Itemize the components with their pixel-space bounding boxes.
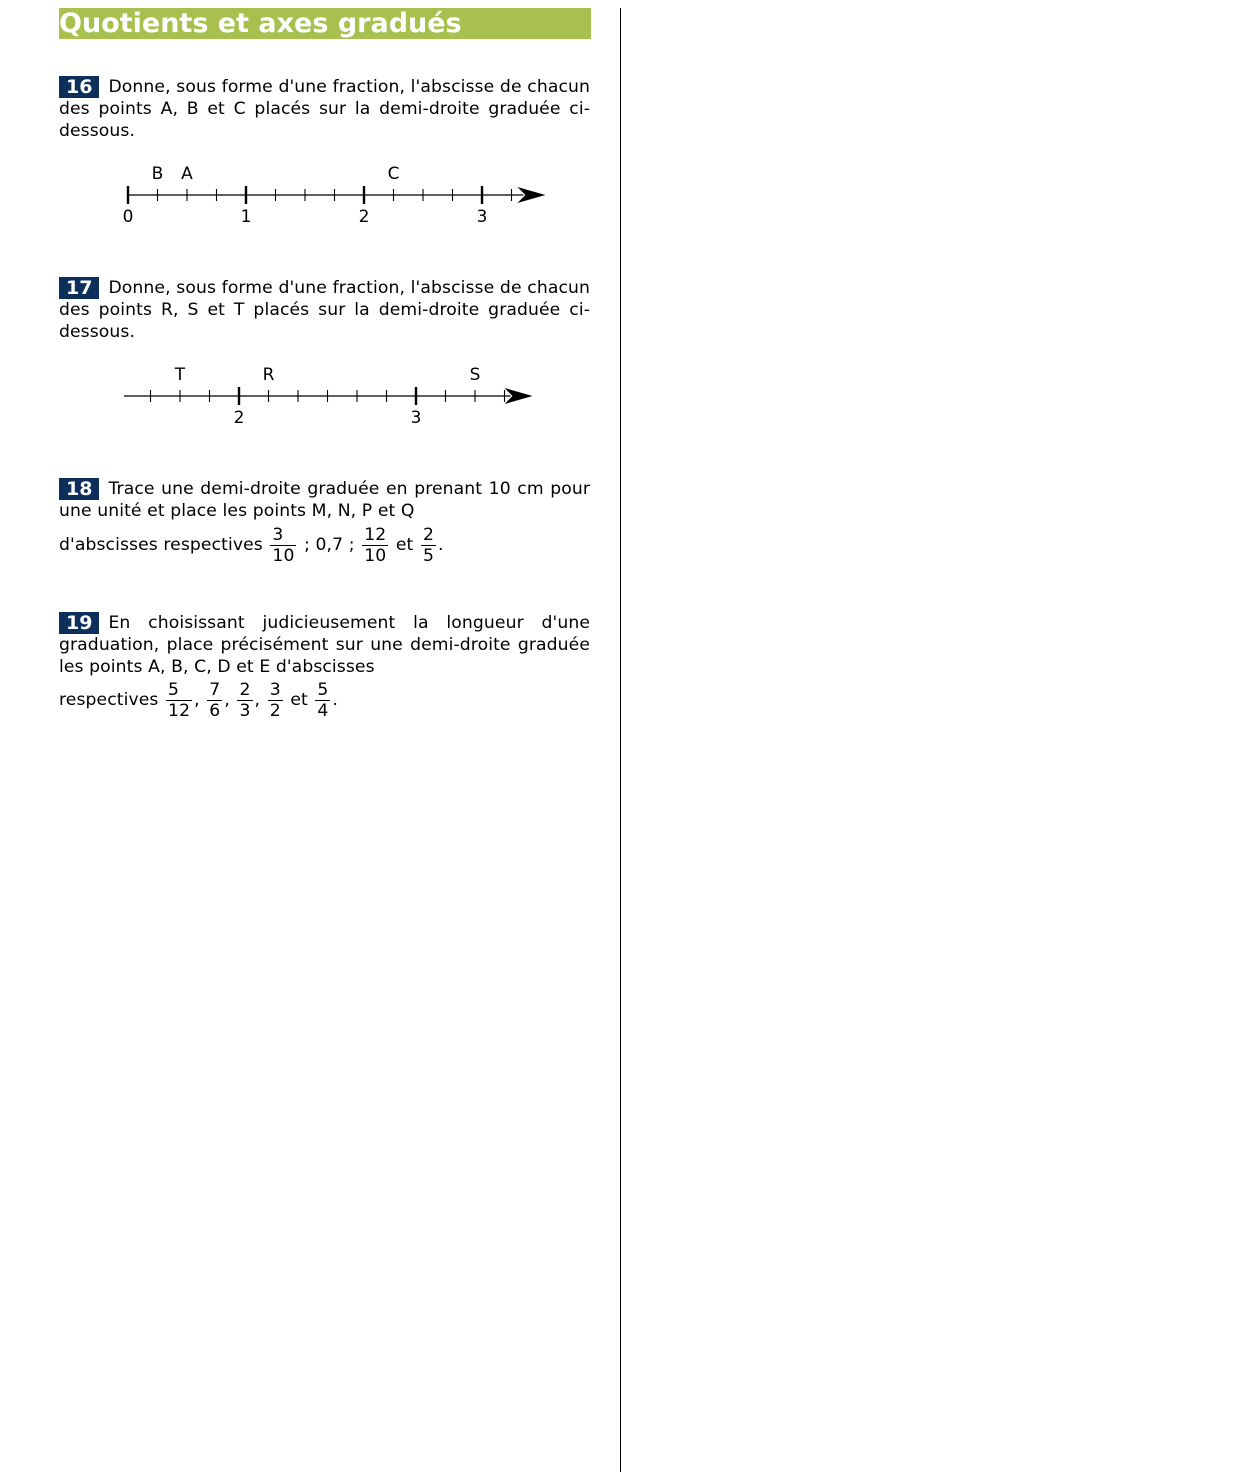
comma: , [224, 690, 230, 710]
exercise-text: Trace une demi-droite graduée en prenant 10 cm pour une unité et place les points M, N, P et Q [59, 479, 590, 521]
numerator: 2 [422, 524, 434, 545]
comma: , [194, 690, 200, 710]
denominator: 10 [364, 545, 387, 566]
period: . [437, 535, 444, 555]
abscissas-prefix: d'abscisses respectives [59, 535, 263, 555]
denominator: 3 [239, 700, 251, 721]
exercise-text: Donne, sous forme d'une fraction, l'abscisse de chacun des points A, B et C placés sur la demi-droite graduée ci-dessous. [59, 77, 590, 141]
exercise-number: 16 [59, 76, 99, 98]
exercise-18-abscissas [59, 522, 590, 568]
fraction [421, 525, 436, 566]
exercise-19-abscissas [59, 677, 590, 723]
numerator: 12 [364, 524, 387, 545]
numerator: 5 [166, 680, 192, 701]
denominator: 6 [209, 700, 221, 721]
number-line-17 [0, 0, 1240, 440]
comma: , [254, 690, 261, 710]
fraction [166, 680, 192, 721]
tick-label: 3 [410, 408, 422, 428]
fraction [268, 680, 283, 721]
separator-text: ; 0,7 ; [304, 535, 355, 555]
point-label: A [181, 164, 193, 184]
denominator: 12 [168, 700, 191, 721]
point-label: R [262, 365, 275, 385]
section-title: Quotients et axes gradués [59, 8, 462, 39]
tick-label: 0 [122, 207, 134, 227]
numerator: 2 [239, 679, 251, 700]
tick-label: 3 [476, 207, 488, 227]
fraction [315, 680, 330, 721]
numerator: 3 [269, 679, 281, 700]
exercise-19 [59, 612, 590, 678]
tick-label: 2 [233, 408, 245, 428]
fraction [237, 680, 252, 721]
fraction [207, 680, 222, 721]
numerator: 5 [317, 679, 329, 700]
denominator: 2 [269, 700, 281, 721]
period: . [332, 690, 339, 710]
exercise-text: Donne, sous forme d'une fraction, l'abscisse de chacun des points R, S et T placés sur la demi-droite graduée ci-dessous. [59, 278, 590, 342]
abscissas-prefix: respectives [59, 690, 159, 710]
denominator: 5 [422, 545, 434, 566]
point-label: B [151, 164, 164, 184]
tick-label: 1 [240, 207, 252, 227]
exercise-number: 17 [59, 277, 99, 299]
point-label: S [469, 365, 481, 385]
fraction [270, 525, 296, 566]
point-label: T [174, 365, 186, 385]
point-label: C [387, 164, 400, 184]
numerator: 7 [209, 679, 221, 700]
exercise-number: 18 [59, 478, 99, 500]
tick-label: 2 [358, 207, 370, 227]
exercise-18 [59, 478, 590, 522]
exercise-number: 19 [59, 612, 99, 634]
conjunction: et [395, 535, 414, 555]
numerator: 3 [270, 525, 296, 546]
fraction [362, 525, 388, 566]
denominator: 4 [317, 700, 329, 721]
conjunction: et [290, 690, 308, 710]
denominator: 10 [272, 545, 295, 566]
exercise-text: En choisissant judicieusement la longueur d'une graduation, place précisément sur une demi-droite graduée les points A, B, C, D et E d'abscisses [59, 613, 590, 677]
